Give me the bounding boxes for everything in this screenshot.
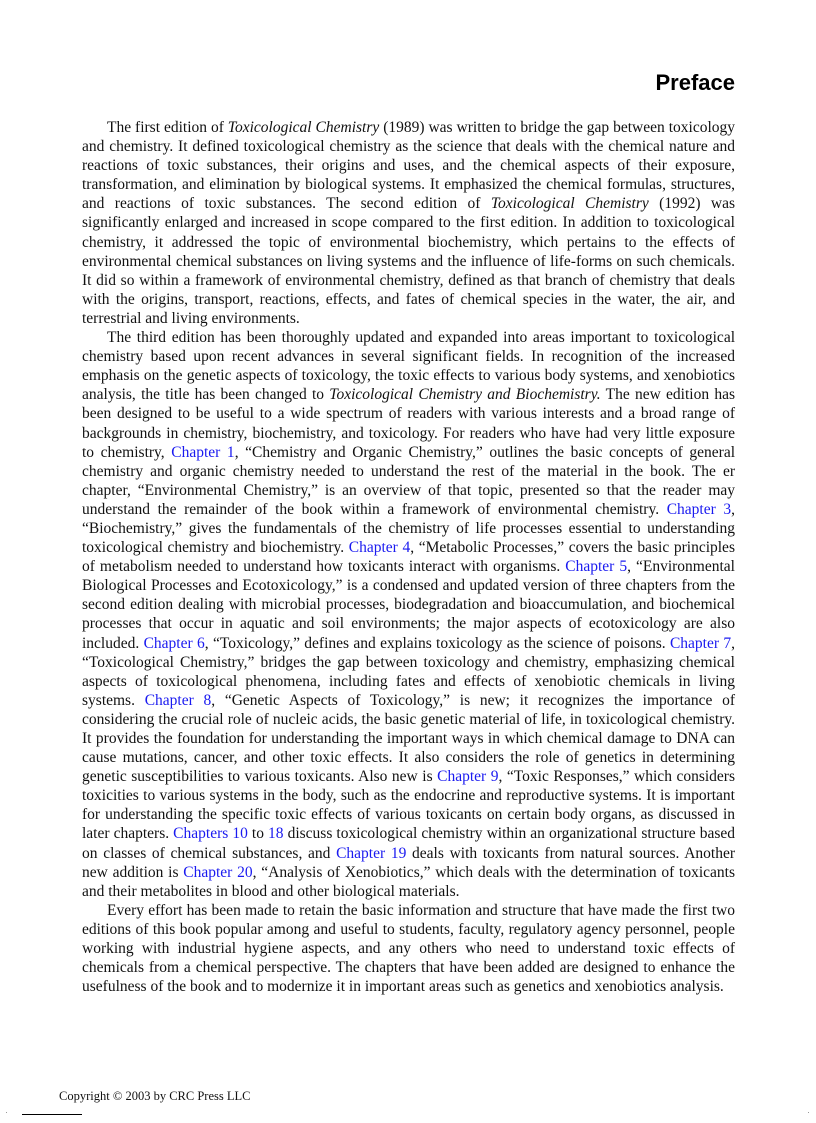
chapter-8-link[interactable]: Chapter 8 — [144, 691, 212, 709]
footer-rule — [22, 1114, 82, 1115]
text: The new edition has been designed to be useful to a wide spectrum of readers with various interests and a broad range of backgrounds in chemistry, biochemistry, and toxicology. For readers who have had very little exposure to chemistry, — [82, 386, 735, 461]
text: (1989) was written to bridge the gap between toxicology and chemistry. It defined toxicological chemistry as the science that deals with the chemical nature and reactions of toxic substances, their origins and uses, and the chemical aspects of their exposure, transformation, and elimination by biological systems. It emphasized the chemical formulas, structures, and reactions of toxic substances. The second edition of — [82, 119, 735, 213]
text: , “Metabolic Processes,” covers the basic principles of metabolism needed to understand how toxicants interact with organisms. — [82, 539, 735, 576]
paragraph-1 — [82, 118, 735, 328]
page-title: Preface — [655, 70, 735, 95]
paragraph-3 — [82, 901, 735, 996]
chapter-6-link[interactable]: Chapter 6 — [143, 634, 205, 652]
chapter-10-link[interactable]: Chapters 10 — [173, 825, 248, 843]
chapter-19-link[interactable]: Chapter 19 — [336, 844, 407, 862]
text: , “Toxicological Chemistry,” bridges the gap between toxicology and chemistry, emphasizing chemical aspects of toxicological phenomena, including fates and effects of xenobiotic chemicals in living systems. — [82, 634, 735, 709]
text: discuss toxicological chemistry within an organizational structure based on classes of chemical substances, and — [82, 825, 735, 862]
text: , “Toxicology,” defines and explains toxicology as the science of poisons. — [204, 634, 670, 652]
chapter-5-link[interactable]: Chapter 5 — [565, 558, 628, 576]
chapter-4-link[interactable]: Chapter 4 — [348, 539, 411, 557]
text: Every effort has been made to retain the basic information and structure that have made the first two editions of this book popular among and useful to students, faculty, regulatory agency personnel, people working with industrial hygiene aspects, and any others who need to understand toxic effects of chemicals from a chemical perspective. The chapters that have been added are designed to enhance the usefulness of the book and to modernize it in important areas such as genetics and xenobiotics analysis. — [82, 901, 735, 996]
chapter-18-link[interactable]: 18 — [268, 825, 284, 843]
text: , “Chemistry and Organic Chemistry,” outlines the basic concepts of general chemistry and organic chemistry needed to understand the rest of the material in the book. The er chapter, “Environmental Chemistry,” is an overview of that topic, presented so that the reader may understand the remainder of the book within a framework of environmental chemistry. — [82, 443, 736, 518]
text: The third edition has been thoroughly updated and expanded into areas important to toxicological chemistry based upon recent advances in several significant fields. In recognition of the increased emphasis on the genetic aspects of toxicology, the toxic effects to various body systems, and xenobiotics analysis, the title has been changed to — [82, 329, 735, 404]
book-title: Toxicological Chemistry — [227, 119, 380, 136]
crop-mark — [6, 1112, 7, 1113]
book-title: Toxicological Chemistry and Biochemistry. — [329, 386, 601, 404]
text: , “Genetic Aspects of Toxicology,” is new; it recognizes the importance of considering the crucial role of nucleic acids, the basic genetic material of life, in toxicological chemistry. It provides the foundation for understanding the important ways in which chemical damage to DNA can cause mutations, cancer, and other toxic effects. It also considers the role of genetics in determining genetic susceptibilities to various toxicants. Also new is — [82, 691, 735, 786]
book-title: Toxicological Chemistry — [490, 195, 649, 213]
preface-body — [82, 118, 735, 996]
chapter-20-link[interactable]: Chapter 20 — [183, 863, 253, 881]
text: , “Analysis of Xenobiotics,” which deals with the determination of toxicants and their metabolites in blood and other biological materials. — [82, 863, 736, 900]
text: The first edition of — [107, 119, 228, 136]
copyright-notice: Copyright © 2003 by CRC Press LLC — [59, 1089, 251, 1103]
chapter-3-link[interactable]: Chapter 3 — [666, 500, 732, 518]
paragraph-2 — [82, 328, 735, 901]
crop-mark — [808, 1112, 809, 1113]
text: (1992) was significantly enlarged and increased in scope compared to the first edition. In addition to toxicological chemistry, it addressed the topic of environmental biochemistry, which pertains to the effects of environmental chemical substances on living systems and the influence of life-forms on such chemicals. It did so within a framework of environmental chemistry, defined as that branch of chemistry that deals with the origins, transport, reactions, effects, and fates of chemical species in the water, the air, and terrestrial and living environments. — [82, 195, 735, 327]
text: to — [247, 825, 269, 843]
text: , “Toxic Responses,” which considers toxicities to various systems in the body, such as the endocrine and reproductive systems. It is important for understanding the specific toxic effects of various toxicants on certain body organs, as discussed in later chapters. — [82, 768, 735, 843]
chapter-9-link[interactable]: Chapter 9 — [437, 768, 499, 786]
chapter-7-link[interactable]: Chapter 7 — [669, 634, 732, 652]
text: deals with toxicants from natural sources. Another new addition is — [82, 844, 735, 881]
text: , “Biochemistry,” gives the fundamentals of the chemistry of life processes essential to understanding toxicological chemistry and biochemistry. — [82, 500, 735, 557]
text: , “Environmental Biological Processes and Ecotoxicology,” is a condensed and updated version of three chapters from the second edition dealing with microbial processes, biodegradation and bioaccumulation, and biochemical processes that occur in aquatic and soil environments; the major aspects of ecotoxicology are also included. — [82, 558, 735, 652]
chapter-1-link[interactable]: Chapter 1 — [171, 443, 235, 461]
